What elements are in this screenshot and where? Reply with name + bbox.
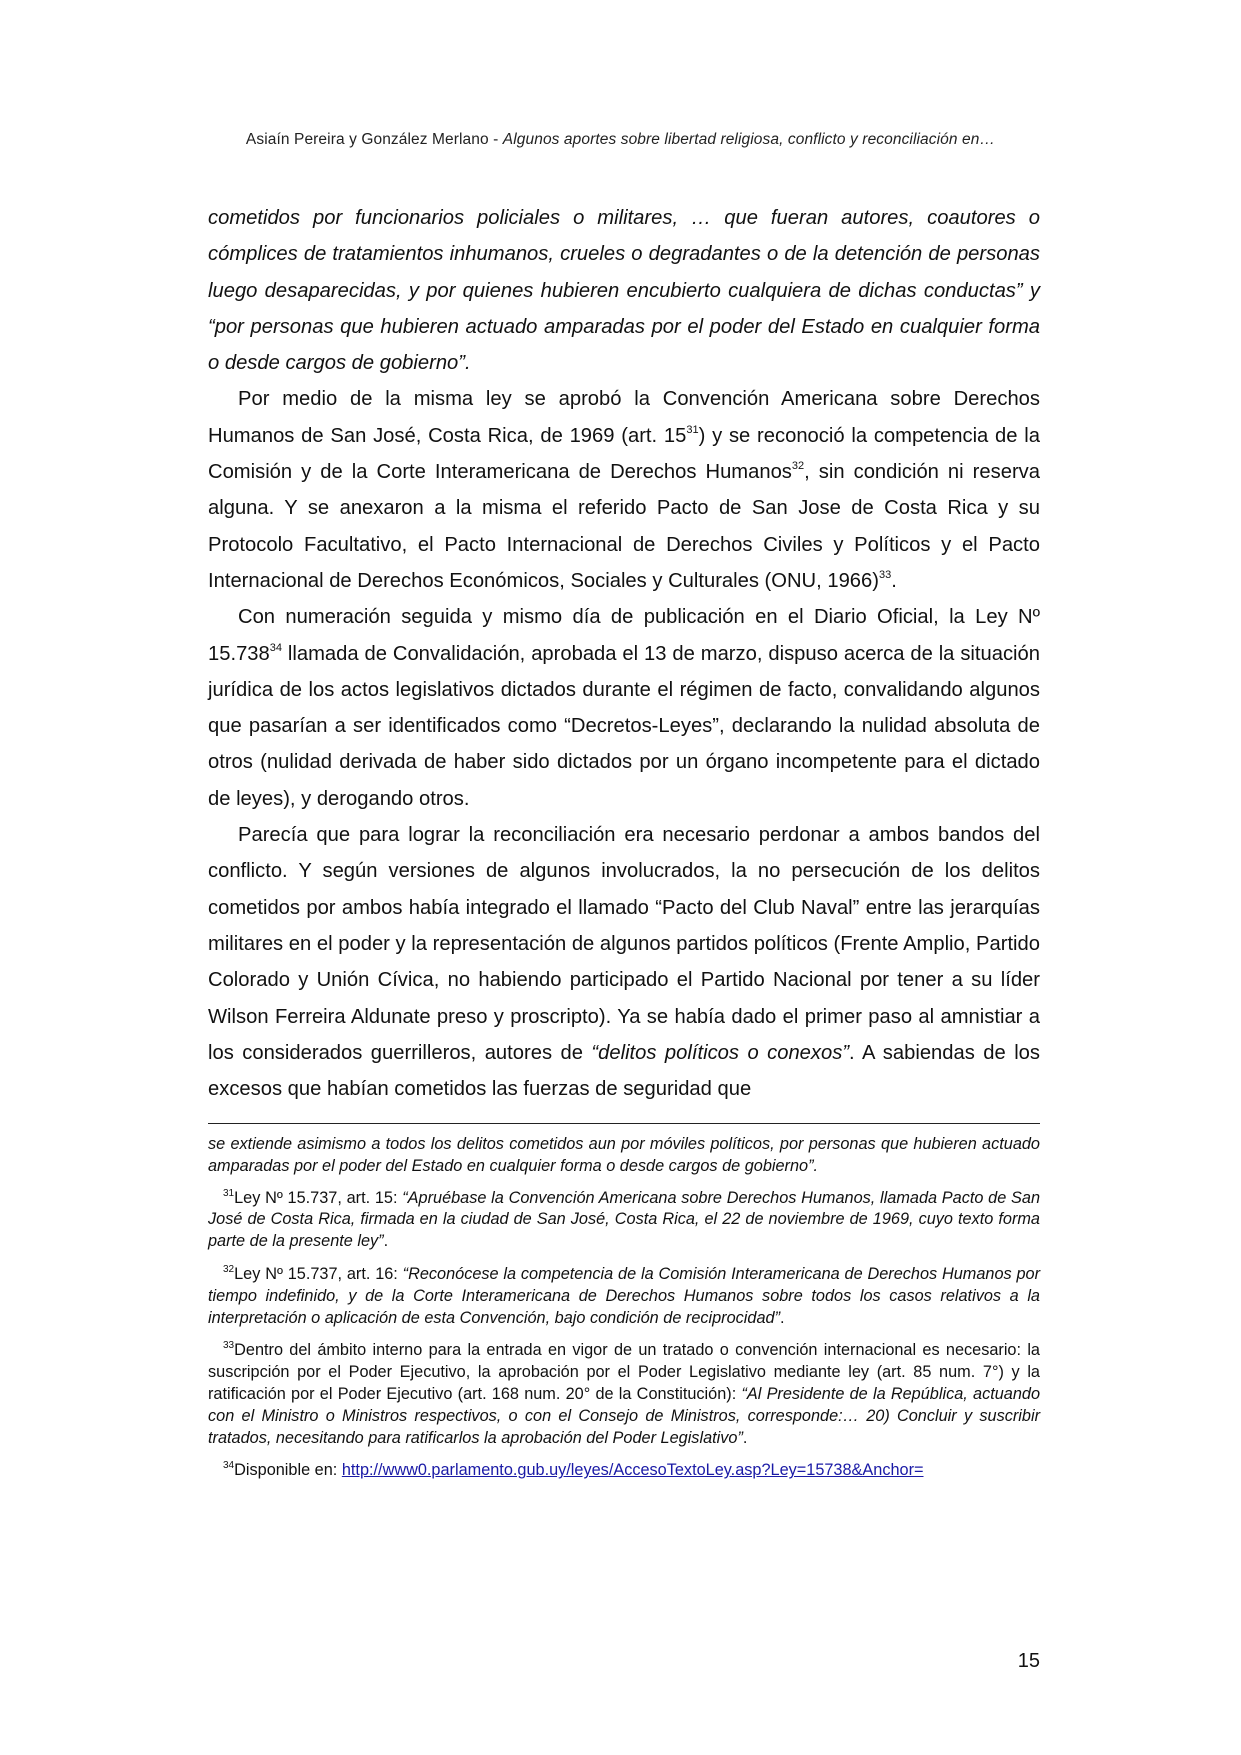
p3-text-b: llamada de Convalidación, aprobada el 13 de marzo, dispuso acerca de la situación jurídica de los actos legislativos dictados durante el régimen de facto, convalidando algunos que pasarían a ser identificados como “Decretos-Leyes”, declarando la nulidad absoluta de otros (nulidad derivada de haber sido dictados por un órgano incompetente para el dictado de leyes), y derogando otros. — [208, 642, 1040, 810]
paragraph-convalidacion — [208, 599, 1040, 817]
footnote-ref-34[interactable]: 34 — [269, 641, 282, 654]
footnote-34-number: 34 — [223, 1460, 235, 1472]
body-text — [208, 200, 1040, 1107]
footnote-32-tail: . — [780, 1308, 785, 1327]
footnote-34-link[interactable]: http://www0.parlamento.gub.uy/leyes/AccesoTextoLey.asp?Ley=15738&Anchor= — [341, 1461, 924, 1480]
page-number: 15 — [1017, 1650, 1040, 1672]
footnote-separator — [208, 1123, 1040, 1124]
paragraph-convention — [208, 381, 1040, 599]
p2-text-b: ) y se reconoció la competencia de la Comisión y de la Corte Interamericana de Derechos Humanos — [208, 424, 1040, 484]
p4-text-a: Parecía que para lograr la reconciliación era necesario perdonar a ambos bandos del conflicto. Y según versiones de algunos involucrados, la no persecución de los delitos cometidos por ambos había integrado el llamado “Pacto del Club Naval” entre las jerarquías militares en el poder y la representación de algunos partidos políticos (Frente Amplio, Partido Colorado y Unión Cívica, no habiendo participado el Partido Nacional por tener a su líder Wilson Ferreira Aldunate preso y proscripto). Ya se había dado el primer paso al amnistiar a los considerados guerrilleros, autores de — [208, 824, 1040, 1064]
p4-italic-quote: “delitos políticos o conexos” — [591, 1041, 850, 1064]
p2-text-c: , sin condición ni reserva alguna. Y se anexaron a la misma el referido Pacto de San Jose de Costa Rica y su Protocolo Facultativo, el Pacto Internacional de Derechos Civiles y Políticos y el Pacto Internacional de Derechos Económicos, Sociales y Culturales (ONU, 1966) — [208, 461, 1040, 592]
footnote-33 — [208, 1340, 1040, 1449]
footnote-ref-33[interactable]: 33 — [879, 568, 892, 581]
footnote-31-tail: . — [383, 1232, 389, 1251]
footnote-ref-31[interactable]: 31 — [686, 423, 699, 436]
header-title: Algunos aportes sobre libertad religiosa, conflicto y reconciliación en… — [502, 131, 996, 148]
paragraph-quote-continuation: cometidos por funcionarios policiales o militares, … que fueran autores, coautores o cómplices de tratamientos inhumanos, crueles o degradantes o de la detención de personas luego desaparecidas, y por quienes hubieren encubierto cualquiera de dichas conductas” y “por personas que hubieren actuado amparadas por el poder del Estado en cualquier forma o desde cargos de gobierno”. — [208, 207, 1040, 375]
footnote-ref-32[interactable]: 32 — [791, 460, 805, 473]
footnote-32-quote: “Reconócese la competencia de la Comisión Interamericana de Derechos Humanos por tiempo indefinido, y de la Corte Interamericana de Derechos Humanos sobre todos los casos relativos a la interpretación o aplicación de esta Convención, bajo condición de reciprocidad” — [208, 1264, 1040, 1327]
footnote-32 — [208, 1264, 1040, 1329]
footnote-33-number: 33 — [223, 1340, 235, 1352]
p4-text-b: . A sabiendas de los excesos que habían cometidos las fuerzas de seguridad que — [208, 1041, 1040, 1101]
footnote-31-quote: “Apruébase la Convención Americana sobre Derechos Humanos, llamada Pacto de San José de Costa Rica, firmada en la ciudad de San José, Costa Rica, el 22 de noviembre de 1969, cuyo texto forma parte de la presente ley” — [208, 1188, 1040, 1251]
footnote-32-lead: Ley Nº 15.737, art. 16: — [234, 1264, 403, 1283]
footnote-31 — [208, 1188, 1040, 1253]
p2-text-a: Por medio de la misma ley se aprobó la Convención Americana sobre Derechos Humanos de San José, Costa Rica, de 1969 (art. 15 — [208, 388, 1040, 447]
footnote-33-quote: “Al Presidente de la República, actuando con el Ministro o Ministros respectivos, o con el Consejo de Ministros, corresponde:… 20) Concluir y suscribir tratados, necesitando para ratificarlos la aprobación del Poder Legislativo” — [208, 1384, 1041, 1447]
header-authors: Asiaín Pereira y González Merlano - — [245, 131, 503, 148]
footnotes — [208, 1134, 1040, 1493]
footnote-31-number: 31 — [223, 1187, 235, 1199]
footnote-34-lead: Disponible en: — [234, 1461, 342, 1480]
paragraph-reconciliation — [208, 817, 1040, 1107]
footnote-34 — [208, 1460, 1040, 1482]
footnote-32-number: 32 — [223, 1263, 235, 1275]
running-header — [0, 131, 1241, 149]
p2-text-d: . — [891, 569, 897, 592]
footnote-33-tail: . — [742, 1428, 748, 1447]
footnote-continuation: se extiende asimismo a todos los delitos cometidos aun por móviles políticos, por personas que hubieren actuado amparadas por el poder del Estado en cualquier forma o desde cargos de gobierno”. — [208, 1135, 1040, 1175]
footnote-33-lead: Dentro del ámbito interno para la entrada en vigor de un tratado o convención internacional es necesario: la suscripción por el Poder Ejecutivo, la aprobación por el Poder Legislativo mediante ley (art. 85 num. 7°) y la ratificación por el Poder Ejecutivo (art. 168 num. 20° de la Constitución): — [208, 1341, 1040, 1403]
p3-text-a: Con numeración seguida y mismo día de publicación en el Diario Oficial, la Ley Nº 15.738 — [208, 606, 1040, 665]
footnote-31-lead: Ley Nº 15.737, art. 15: — [234, 1188, 403, 1207]
